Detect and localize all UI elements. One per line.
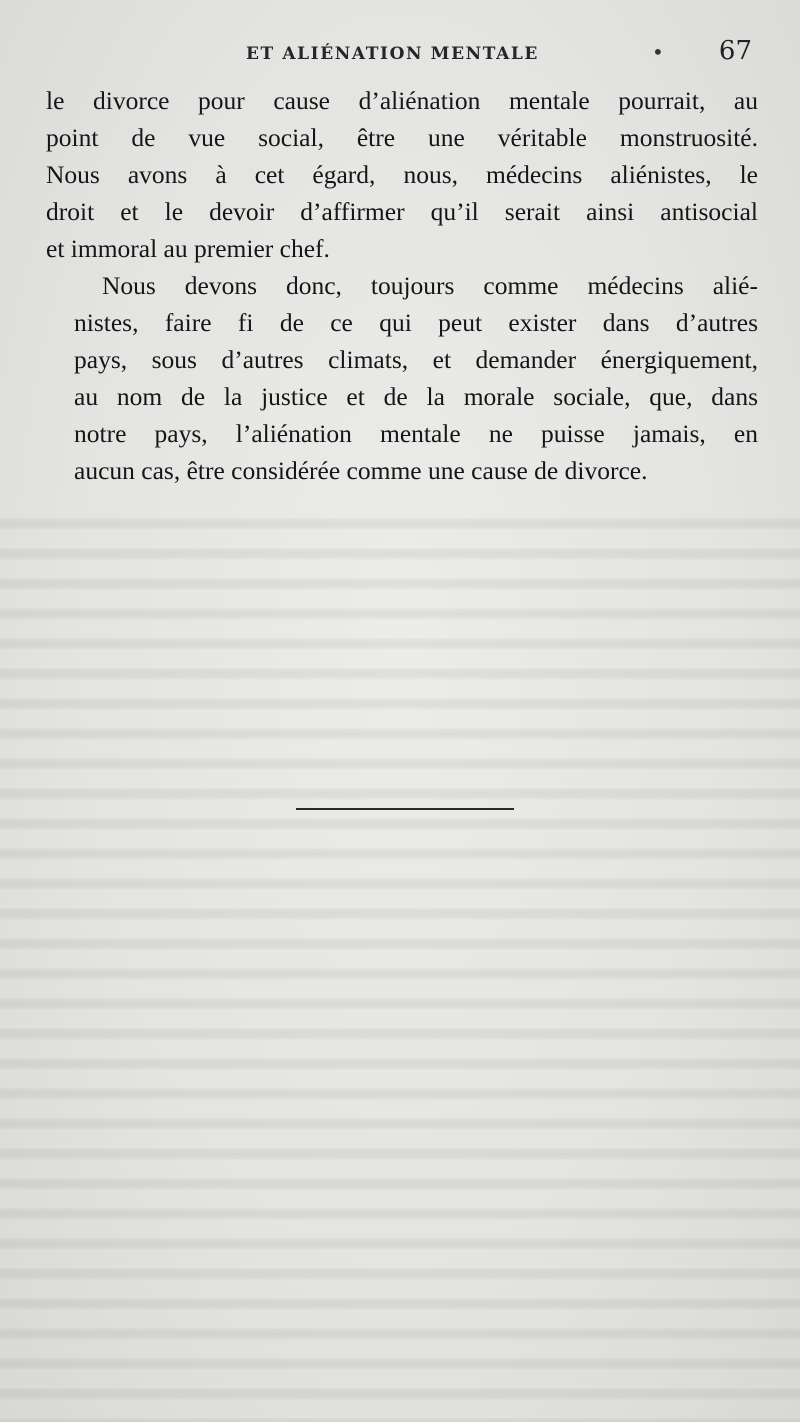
running-title: ET ALIÉNATION MENTALE xyxy=(246,44,539,64)
text-line: et immoral au premier chef. xyxy=(46,234,330,263)
text-line: au nom de la justice et de la morale sociale, que, dans xyxy=(74,382,758,411)
text-line: le divorce pour cause d’aliénation mentale pourrait, au xyxy=(46,86,758,115)
body-text xyxy=(46,82,758,489)
paragraph-1 xyxy=(46,82,758,267)
text-line: droit et le devoir d’affirmer qu’il serait ainsi antisocial xyxy=(46,197,758,226)
text-line: point de vue social, être une véritable monstruosité. xyxy=(46,123,758,152)
page-number: 67 xyxy=(718,36,752,66)
text-line: Nous avons à cet égard, nous, médecins aliénistes, le xyxy=(46,160,758,189)
text-line: Nous devons donc, toujours comme médecins alié- xyxy=(102,271,758,300)
ornament-dot: • xyxy=(652,40,664,64)
text-line: notre pays, l’aliénation mentale ne puisse jamais, en xyxy=(74,419,758,448)
text-line: nistes, faire fi de ce qui peut exister dans d’autres xyxy=(74,308,758,337)
show-through-texture xyxy=(0,500,800,1422)
text-line: pays, sous d’autres climats, et demander énergiquement, xyxy=(74,345,758,374)
paragraph-2 xyxy=(46,267,758,489)
text-line: aucun cas, être considérée comme une cause de divorce. xyxy=(74,456,648,485)
section-separator-rule xyxy=(296,808,514,810)
running-head xyxy=(46,36,756,70)
